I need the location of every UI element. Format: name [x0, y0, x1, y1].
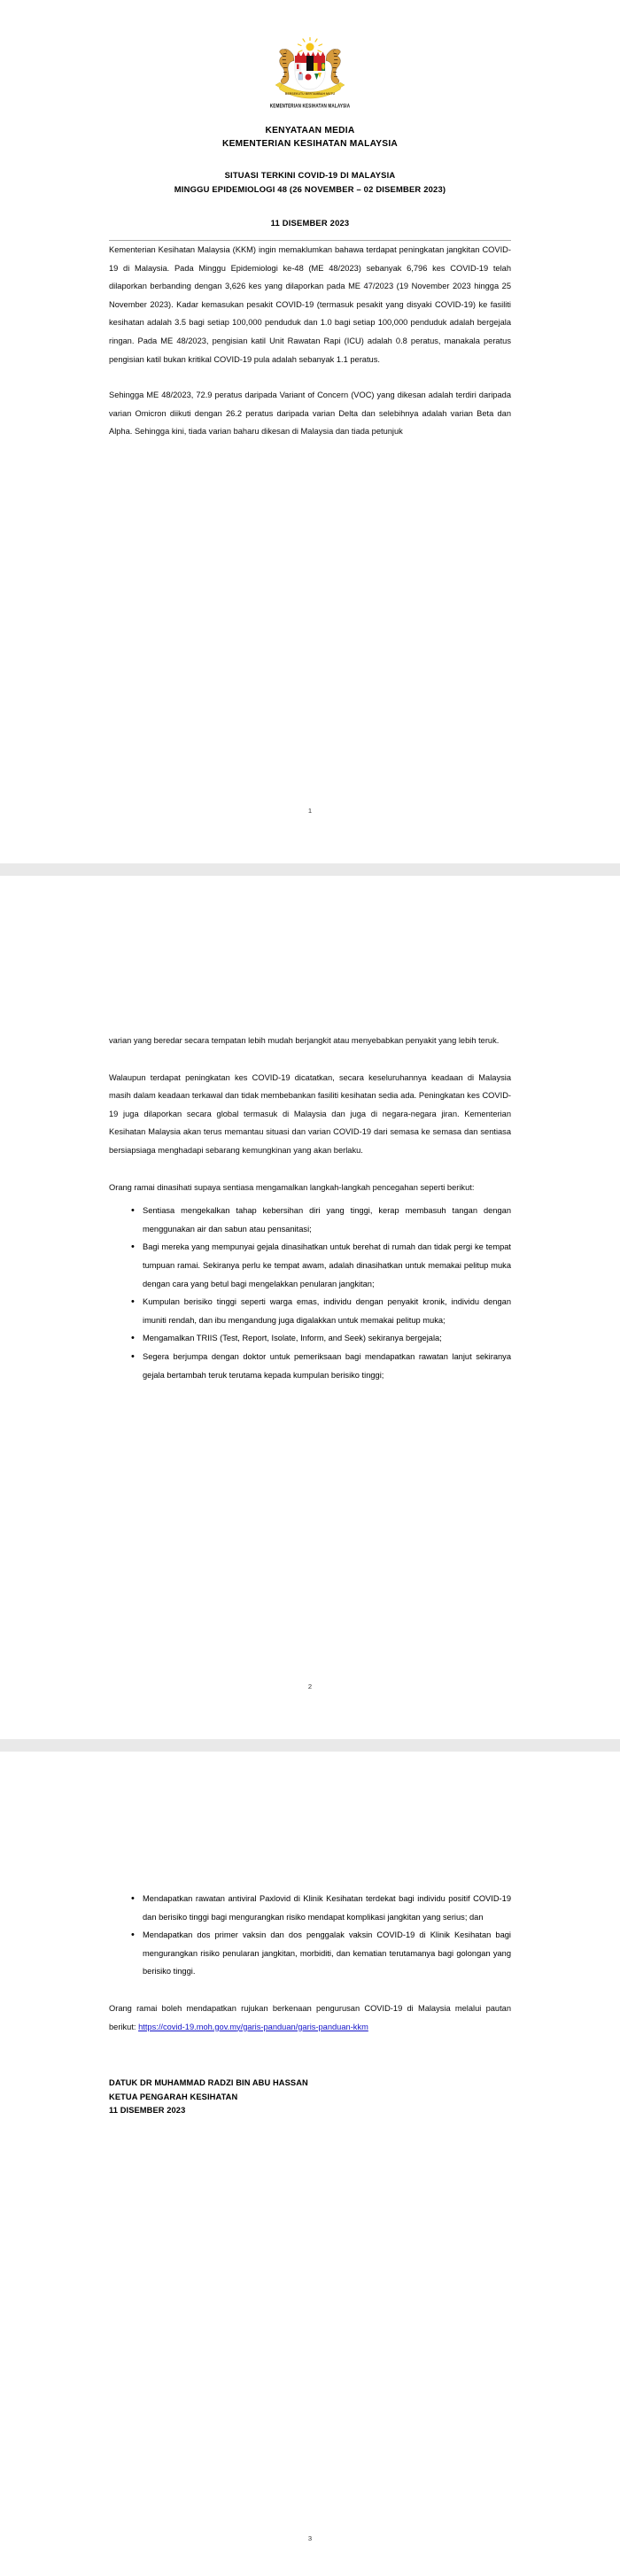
page3-closing-paragraph [109, 2000, 511, 2036]
signature-name: DATUK DR MUHAMMAD RADZI BIN ABU HASSAN [109, 2078, 308, 2088]
page2-paragraph-1: varian yang beredar secara tempatan lebih mudah berjangkit atau menyebabkan penyakit yang lebih teruk. [109, 1036, 500, 1045]
signature-title: KETUA PENGARAH KESIHATAN [109, 2092, 238, 2101]
logo-block [109, 0, 511, 108]
header-line-2: KEMENTERIAN KESIHATAN MALAYSIA [221, 138, 399, 149]
logo-caption: KEMENTERIAN KESIHATAN MALAYSIA [269, 103, 351, 109]
page-number-1: 1 [307, 807, 313, 815]
prevention-measures-list [109, 1202, 511, 1384]
header-line-1: KENYATAAN MEDIA [265, 126, 355, 135]
document-subtitle [109, 168, 511, 197]
document-page-2 [0, 876, 620, 1739]
document-date: 11 DISEMBER 2023 [270, 218, 350, 228]
list-item: • Mendapatkan dos primer vaksin dan dos penggalak vaksin COVID-19 di Klinik Kesihatan bagi mengurangkan risiko penularan jangkitan, morbiditi, dan kematian terutamanya bagi golongan yang berisiko tinggi. [131, 1926, 511, 1981]
guideline-link[interactable]: https://covid-19.moh.gov.my/garis-panduan/garis-panduan-kkm [138, 2022, 368, 2031]
page-number-3: 3 [307, 2534, 313, 2542]
list-item: • Mengamalkan TRIIS (Test, Report, Isolate, Inform, and Seek) sekiranya bergejala; [131, 1329, 511, 1348]
list-item: • Mendapatkan rawatan antiviral Paxlovid di Klinik Kesihatan terdekat bagi individu positif COVID-19 dan berisiko tinggi bagi mengurangkan risiko mendapat komplikasi jangkitan yang serius; dan [131, 1890, 511, 1926]
page1-paragraph-1: Kementerian Kesihatan Malaysia (KKM) ingin memaklumkan bahawa terdapat peningkatan jangkitan COVID-19 di Malaysia. Pada Minggu Epidemiologi ke-48 (ME 48/2023) sebanyak 6,796 kes COVID-19 telah dilaporkan berbanding dengan 3,626 kes yang dilaporkan pada ME 47/2023 (19 November 2023 hingga 25 November 2023). Kadar kemasukan pesakit COVID-19 (termasuk pesakit yang disyaki COVID-19) ke fasiliti kesihatan adalah 3.5 bagi setiap 100,000 penduduk dan 1.0 bagi setiap 100,000 penduduk adalah bergejala ringan. Pada ME 48/2023, pengisian katil Unit Rawatan Rapi (ICU) adalah 0.8 peratus, manakala peratus pengisian katil bukan kritikal COVID-19 pula adalah sebanyak 1.1 peratus. [109, 245, 511, 364]
svg-text:BERSEKUTU BERTAMBAH MUTU: BERSEKUTU BERTAMBAH MUTU [284, 92, 336, 96]
subtitle-line-2: MINGGU EPIDEMIOLOGI 48 (26 NOVEMBER – 02 DISEMBER 2023) [174, 184, 446, 194]
document-page-3 [0, 1752, 620, 2576]
page1-paragraph-2: Sehingga ME 48/2023, 72.9 peratus daripada Variant of Concern (VOC) yang dikesan adalah terdiri daripada varian Omicron diikuti dengan 26.2 peratus daripada varian Delta dan selebihnya adalah varian Beta dan Alpha. Sehingga kini, tiada varian baharu dikesan di Malaysia dan tiada petunjuk [109, 391, 511, 437]
malaysia-coat-of-arms-icon [264, 37, 356, 103]
list-item: • Kumpulan berisiko tinggi seperti warga emas, individu dengan penyakit kronik, individu dengan imuniti rendah, dan ibu mengandung juga digalakkan untuk memakai pelitup muka; [131, 1293, 511, 1329]
list-item: • Bagi mereka yang mempunyai gejala dinasihatkan untuk berehat di rumah dan tidak pergi ke tempat tumpuan ramai. Sekiranya perlu ke tempat awam, adalah dinasihatkan untuk memakai pelitup muka dengan cara yang betul bagi mengelakkan penularan jangkitan; [131, 1238, 511, 1293]
document-header [109, 125, 511, 151]
page2-paragraph-3: Orang ramai dinasihati supaya sentiasa mengamalkan langkah-langkah pencegahan seperti berikut: [109, 1182, 475, 1192]
list-item: • Sentiasa mengekalkan tahap kebersihan diri yang tinggi, kerap membasuh tangan dengan menggunakan air dan sabun atau pensanitasi; [131, 1202, 511, 1238]
signature-date: 11 DISEMBER 2023 [109, 2106, 186, 2116]
subtitle-line-1: SITUASI TERKINI COVID-19 DI MALAYSIA [224, 170, 396, 180]
document-page-1 [0, 0, 620, 863]
page-number-2: 2 [307, 1683, 313, 1690]
signature-block [109, 2077, 511, 2118]
prevention-measures-list-continued [109, 1890, 511, 1981]
closing-text: Orang ramai boleh mendapatkan rujukan berkenaan pengurusan COVID-19 di Malaysia melalui pautan berikut: [109, 2003, 511, 2031]
page2-paragraph-2: Walaupun terdapat peningkatan kes COVID-19 dicatatkan, secara keseluruhannya keadaan di Malaysia masih dalam keadaan terkawal dan tidak membebankan fasiliti kesihatan sedia ada. Peningkatan kes COVID-19 juga dilaporkan secara global termasuk di Malaysia dan juga di negara-negara jiran. Kementerian Kesihatan Malaysia akan terus memantau situasi dan varian COVID-19 dari semasa ke semasa dan sentiasa bersiapsiaga menghadapi sebarang kemungkinan yang akan berlaku. [109, 1072, 511, 1155]
list-item: • Segera berjumpa dengan doktor untuk pemeriksaan bagi mendapatkan rawatan lanjut sekiranya gejala bertambah teruk terutama kepada kumpulan berisiko tinggi; [131, 1348, 511, 1384]
